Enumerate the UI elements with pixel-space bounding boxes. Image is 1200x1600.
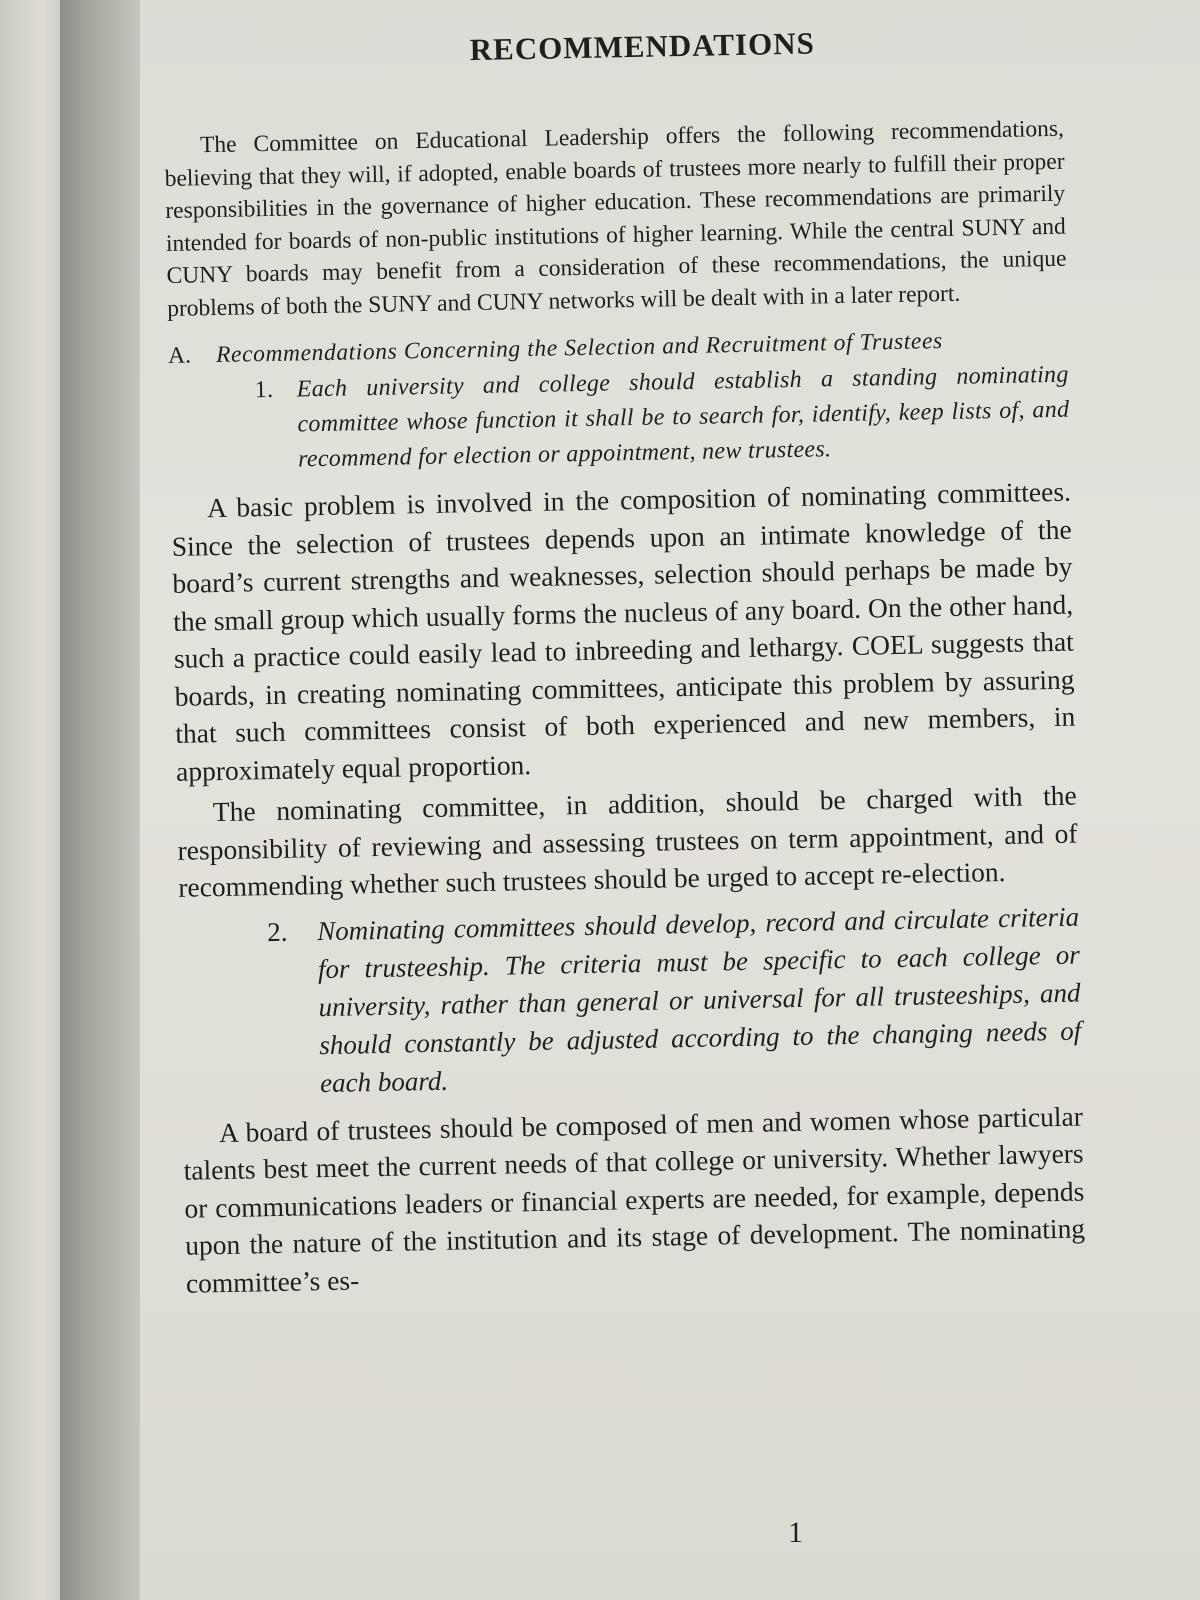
page-heading: RECOMMENDATIONS bbox=[469, 25, 816, 68]
recommendation-1 bbox=[168, 358, 1070, 480]
left-page-edge bbox=[0, 0, 60, 1600]
paragraph-nominating-composition: A basic problem is involved in the composition of nominating committees. Since the selection of trustees depends upon an intimate knowledge of the board’s current strengths and weaknesses, selection should perhaps be made by the small group which usually forms the nucleus of any board. On the other hand, such a practice could easily lead to inbreeding and lethargy. COEL suggests that boards, in creating nominating committees, anticipate this problem by assuring that such committees consist of both experienced and new members, in approximately equal proportion. bbox=[171, 475, 1076, 787]
section-a-letter: A. bbox=[167, 342, 192, 369]
recommendation-2 bbox=[179, 897, 1082, 1104]
book-gutter bbox=[60, 0, 140, 1600]
intro-paragraph: The Committee on Educational Leadership offers the following recommendations, believing that they will, if adopted, enable boards of trustees more nearly to fulfill their proper responsibilities in the governance of higher education. These recommendations are primarily intended for boards of non-public institutions of higher learning. While the central SUNY and CUNY boards may benefit from a consideration of these recommendations, the unique problems of both the SUNY and CUNY networks will be dealt with in a later report. bbox=[164, 115, 1067, 322]
paragraph-board-composition: A board of trustees should be composed of men and women whose particular talents best meet the current needs of that college or university. Whether lawyers or communications leaders or financial experts are needed, for example, depends upon the nature of the institution and its stage of development. The nominating committee’s es- bbox=[183, 1100, 1086, 1299]
section-a-title: Recommendations Concerning the Selection and Recruitment of Trustees bbox=[215, 328, 943, 369]
recommendation-1-number: 1. bbox=[254, 376, 274, 404]
page-content bbox=[162, 21, 1086, 1306]
recommendation-1-text: Each university and college should establish a standing nominating committee whose function it shall be to search for, identify, keep lists of, and recommend for election or appointment, new trustees. bbox=[296, 361, 1070, 473]
recommendation-2-number: 2. bbox=[266, 916, 288, 947]
page-number: 1 bbox=[788, 1516, 803, 1549]
book-page bbox=[140, 0, 1200, 1600]
recommendation-2-text: Nominating committees should develop, record and circulate criteria for trusteeship. The criteria must be specific to each college or university, rather than general or universal for all trusteeships, and should constantly be adjusted according to the changing needs of each board. bbox=[316, 901, 1082, 1098]
paragraph-nominating-review: The nominating committee, in addition, should be charged with the responsibility of reviewing and assessing trustees on term appointment, and of recommending whether such trustees should be urged to accept re-election. bbox=[177, 779, 1078, 903]
